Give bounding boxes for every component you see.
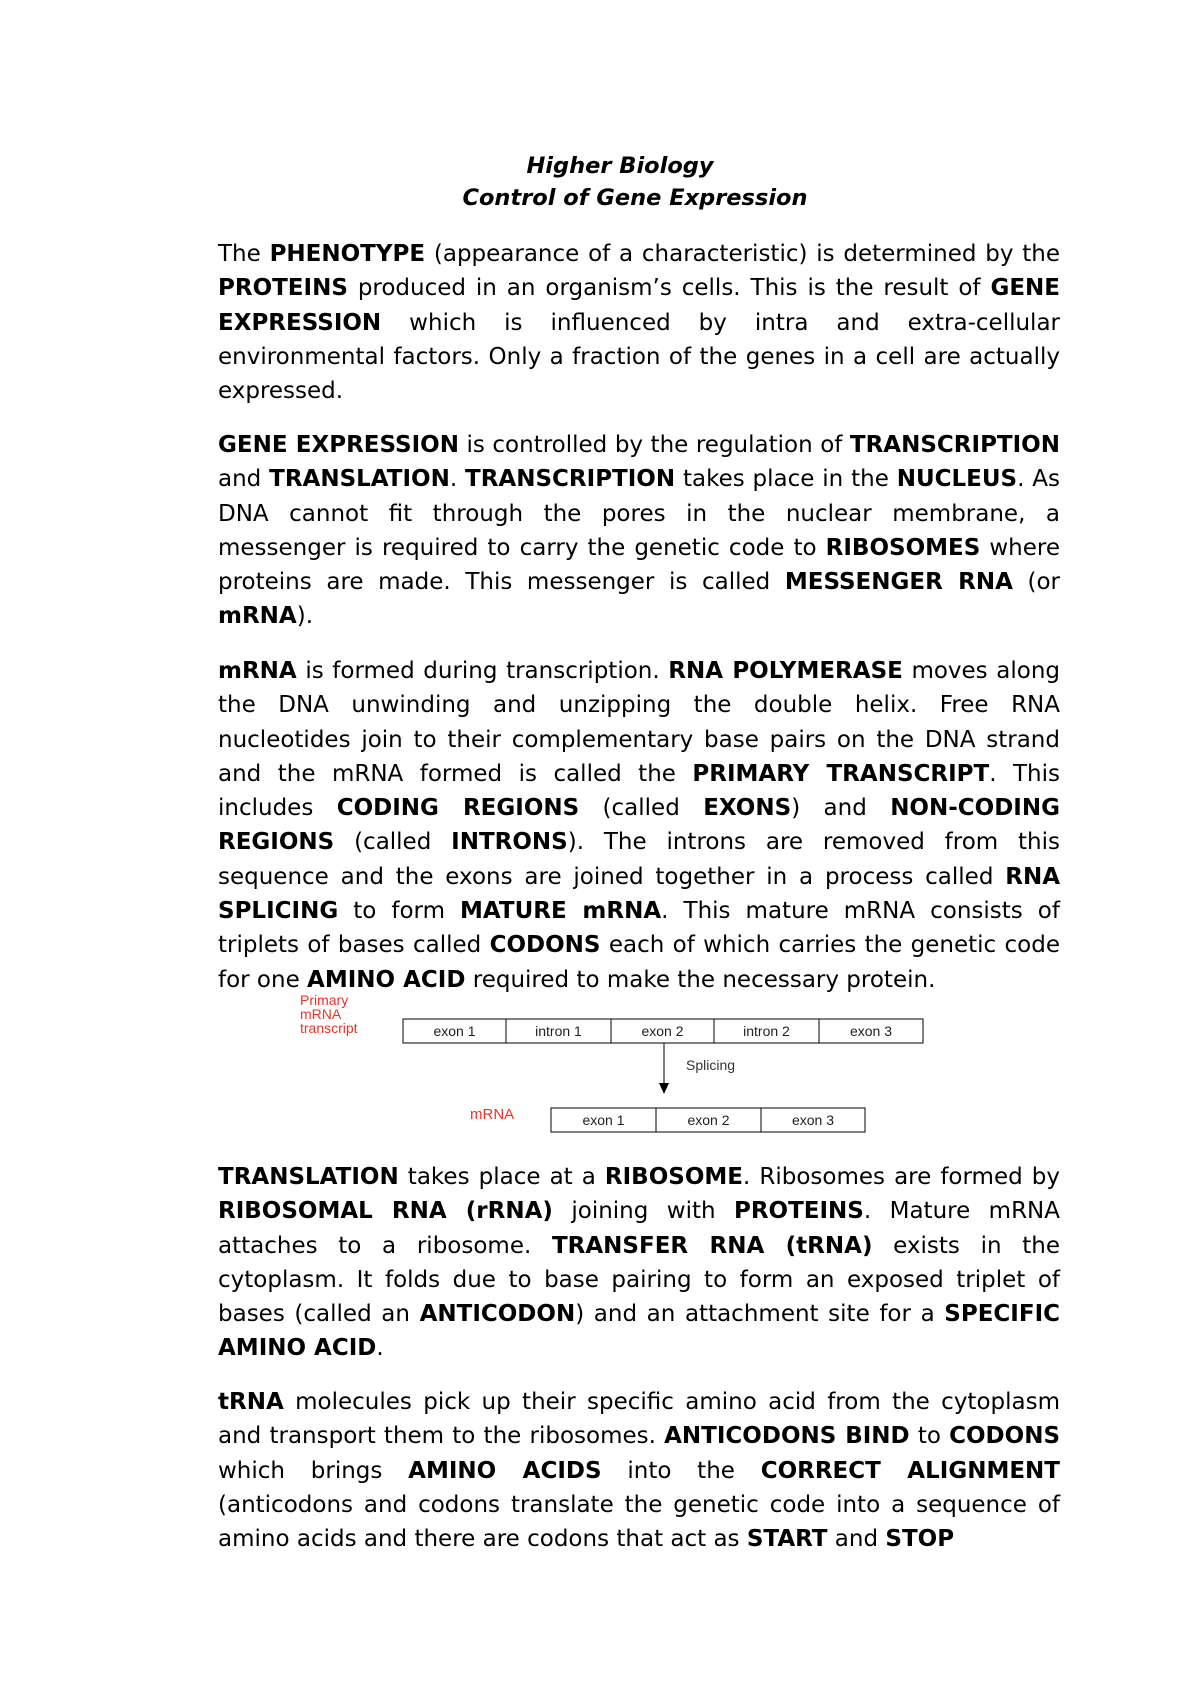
- bold-term: PROTEINS: [218, 275, 348, 302]
- text-run: .: [449, 466, 466, 493]
- text-run: takes place at a: [398, 1164, 605, 1190]
- text-run: The: [218, 241, 270, 267]
- text-run: into the: [601, 1457, 761, 1484]
- document-title: Control of Gene Expression: [462, 185, 808, 211]
- primary-transcript-label: [300, 992, 358, 1036]
- text-run: . This mature mRNA consists of triplets of bases called: [218, 898, 1060, 959]
- primary-transcript-bar: [403, 1019, 923, 1043]
- primary-segment-label: exon 3: [849, 1023, 893, 1039]
- bold-term: TRANSCRIPTION: [849, 432, 1060, 458]
- text-run: which brings: [218, 1457, 409, 1484]
- bold-term: PHENOTYPE: [269, 241, 426, 267]
- mrna-segment-label: exon 3: [791, 1112, 835, 1128]
- document-subject: Higher Biology: [526, 153, 714, 179]
- bold-term: MESSENGER RNA: [784, 569, 1013, 596]
- text-run: (called: [334, 829, 452, 856]
- text-run: each of which carries the genetic code for one: [218, 932, 1060, 993]
- bold-term: GENE EXPRESSION: [218, 432, 459, 458]
- text-run: molecules pick up their specific amino acid from the cytoplasm and transport them to the ribosomes.: [218, 1389, 1060, 1450]
- bold-term: CORRECT ALIGNMENT: [760, 1457, 1060, 1484]
- text-run: and: [218, 466, 270, 493]
- text-run: ). The introns are removed from this sequence and the exons are joined together in a process called: [218, 829, 1060, 890]
- mature-mrna-bar: [551, 1108, 865, 1132]
- text-run: is formed during transcription.: [296, 658, 669, 684]
- text-run: where proteins are made. This messenger is called: [218, 534, 1061, 596]
- primary-label-line-1: Primary: [300, 992, 349, 1008]
- bold-term: GENE EXPRESSION: [218, 275, 1060, 336]
- bold-term: MATURE mRNA: [460, 898, 662, 925]
- bold-term: TRANSLATION: [269, 466, 450, 493]
- text-run: (anticodons and codons translate the genetic code into a sequence of amino acids and there are codons that act as: [218, 1491, 1060, 1553]
- text-run: . Ribosomes are formed by: [742, 1164, 1060, 1190]
- text-run: . As DNA cannot fit through the pores in the nuclear membrane, a messenger is required to carry the genetic code to: [218, 466, 1061, 561]
- bold-term: tRNA: [218, 1389, 284, 1415]
- bold-term: RNA SPLICING: [218, 863, 1060, 925]
- primary-label-line-3: transcript: [300, 1020, 358, 1036]
- text-run: . Mature mRNA attaches to a ribosome.: [218, 1198, 1060, 1259]
- bold-term: INTRONS: [451, 829, 568, 856]
- splicing-arrow-head: [659, 1083, 669, 1094]
- bold-term: AMINO ACID: [307, 966, 466, 993]
- mrna-segment-label: exon 2: [687, 1112, 730, 1128]
- text-run: exists in the cytoplasm. It folds due to base pairing to form an exposed triplet of bases (called an: [218, 1232, 1060, 1328]
- bold-term: CODING REGIONS: [336, 795, 580, 822]
- bold-term: TRANSFER RNA (tRNA): [551, 1232, 873, 1259]
- bold-term: RIBOSOMES: [825, 534, 981, 561]
- primary-segment-label: exon 1: [433, 1023, 476, 1039]
- text-run: to form: [338, 898, 461, 925]
- bold-term: ANTICODONS BIND: [664, 1423, 910, 1450]
- bold-term: TRANSCRIPTION: [465, 466, 676, 493]
- bold-term: RIBOSOME: [604, 1164, 743, 1190]
- primary-label-line-2: mRNA: [300, 1006, 342, 1022]
- splicing-label: Splicing: [686, 1057, 736, 1073]
- text-run: required to make the necessary protein.: [465, 966, 936, 993]
- primary-segment-label: exon 2: [641, 1023, 684, 1039]
- text-run: (appearance of a characteristic) is determined by the: [425, 241, 1060, 267]
- bold-term: STOP: [885, 1526, 955, 1553]
- mrna-label: mRNA: [470, 1106, 515, 1123]
- text-run: produced in an organism’s cells. This is the result of: [347, 275, 991, 302]
- text-run: to: [909, 1423, 950, 1450]
- paragraph-trna: [218, 1385, 1060, 1556]
- text-run: .: [376, 1335, 384, 1362]
- bold-term: NUCLEUS: [896, 466, 1018, 493]
- primary-segment-label: intron 1: [535, 1023, 582, 1039]
- text-run: joining with: [552, 1198, 734, 1225]
- bold-term: EXONS: [703, 795, 792, 822]
- text-run: ) and: [791, 795, 891, 822]
- bold-term: TRANSLATION: [218, 1164, 399, 1190]
- text-run: ) and an attachment site for a: [575, 1301, 945, 1328]
- bold-term: PROTEINS: [733, 1198, 864, 1225]
- text-run: ).: [296, 603, 314, 630]
- mrna-segment-label: exon 1: [582, 1112, 625, 1128]
- paragraph-translation: [218, 1160, 1060, 1366]
- bold-term: CODONS: [949, 1423, 1061, 1450]
- text-run: takes place in the: [675, 466, 897, 493]
- bold-term: RNA POLYMERASE: [668, 658, 903, 684]
- text-run: moves along the DNA unwinding and unzipping the double helix. Free RNA nucleotides join to their complementary base pairs on the DNA strand and the mRNA formed is called the: [218, 658, 1060, 787]
- primary-segment-label: intron 2: [743, 1023, 790, 1039]
- bold-term: mRNA: [218, 658, 297, 684]
- bold-term: NON-CODING REGIONS: [218, 795, 1060, 856]
- text-run: (or: [1012, 569, 1060, 596]
- bold-term: PRIMARY TRANSCRIPT: [692, 760, 990, 787]
- bold-term: AMINO ACIDS: [408, 1457, 602, 1484]
- text-run: and: [827, 1526, 886, 1553]
- bold-term: START: [746, 1526, 828, 1553]
- text-run: which is influenced by intra and extra-cellular environmental factors. Only a fraction of the genes in a cell are actually expressed.: [218, 309, 1060, 405]
- bold-term: CODONS: [489, 932, 601, 959]
- bold-term: mRNA: [218, 603, 297, 630]
- bold-term: RIBOSOMAL RNA (rRNA): [218, 1198, 553, 1225]
- text-run: (called: [579, 795, 704, 822]
- text-run: is controlled by the regulation of: [458, 432, 850, 458]
- text-run: . This includes: [218, 760, 1060, 822]
- bold-term: SPECIFIC AMINO ACID: [218, 1301, 1060, 1362]
- bold-term: ANTICODON: [419, 1301, 576, 1328]
